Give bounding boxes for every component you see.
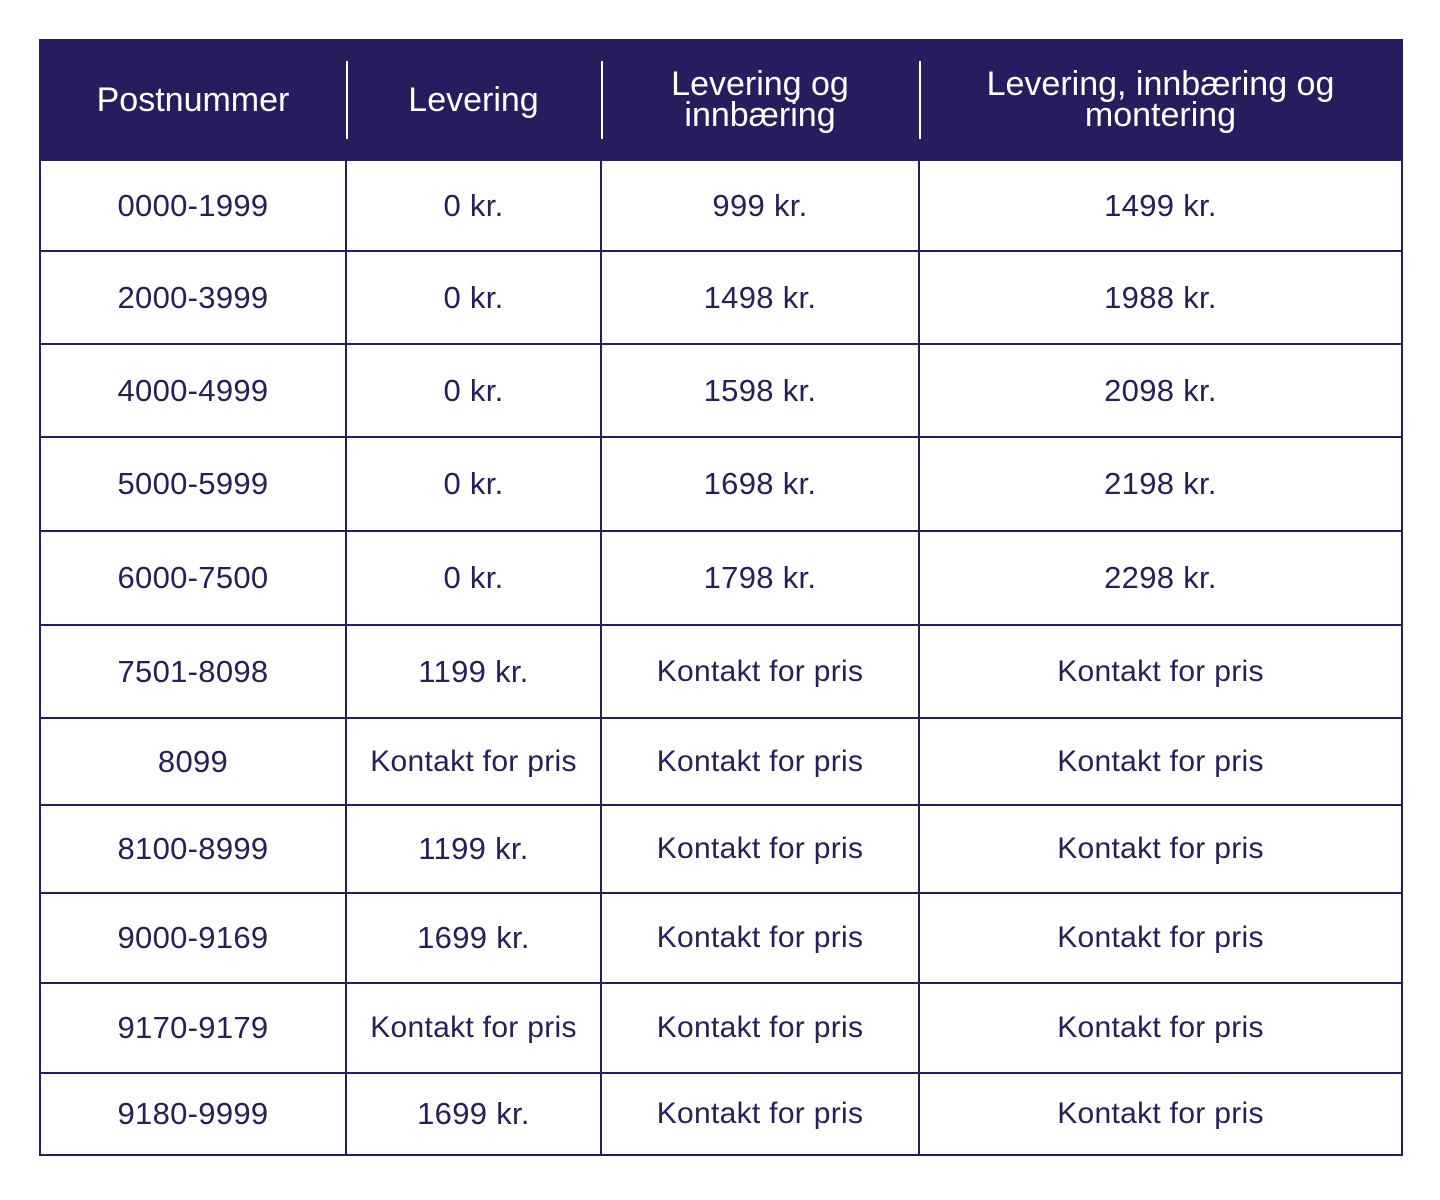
header-levering: Levering [346,40,601,160]
cell-levering-innbaering-og-montering: 1988 kr. [919,251,1402,344]
cell-levering-og-innbaering: Kontakt for pris [601,1073,919,1155]
table-row [40,718,1402,805]
table-row [40,437,1402,531]
cell-levering-og-innbaering: Kontakt for pris [601,625,919,718]
cell-levering: 1699 kr. [346,1073,601,1155]
cell-postnummer: 9170-9179 [40,983,346,1073]
cell-postnummer: 8100-8999 [40,805,346,893]
cell-levering-innbaering-og-montering: 2198 kr. [919,437,1402,531]
header-postnummer: Postnummer [40,40,346,160]
cell-levering-innbaering-og-montering: Kontakt for pris [919,718,1402,805]
table-row [40,344,1402,437]
cell-levering: 0 kr. [346,160,601,251]
cell-levering-og-innbaering: 1698 kr. [601,437,919,531]
cell-levering-og-innbaering: 999 kr. [601,160,919,251]
cell-levering-innbaering-og-montering: 1499 kr. [919,160,1402,251]
cell-levering-og-innbaering: Kontakt for pris [601,718,919,805]
cell-levering-innbaering-og-montering: Kontakt for pris [919,805,1402,893]
table-row [40,893,1402,983]
header-row [40,40,1402,160]
table-row [40,625,1402,718]
table-row [40,1073,1402,1155]
cell-levering: Kontakt for pris [346,983,601,1073]
cell-postnummer: 6000-7500 [40,531,346,625]
cell-levering: 1199 kr. [346,625,601,718]
cell-postnummer: 4000-4999 [40,344,346,437]
table-row [40,805,1402,893]
cell-levering-og-innbaering: 1498 kr. [601,251,919,344]
table-row [40,160,1402,251]
table-row [40,531,1402,625]
cell-postnummer: 9180-9999 [40,1073,346,1155]
cell-levering: 0 kr. [346,437,601,531]
cell-postnummer: 9000-9169 [40,893,346,983]
cell-levering: 0 kr. [346,531,601,625]
cell-levering-innbaering-og-montering: Kontakt for pris [919,893,1402,983]
cell-postnummer: 2000-3999 [40,251,346,344]
cell-levering: 1699 kr. [346,893,601,983]
header-levering-og-innbaering: Levering og innbæring [601,40,919,160]
cell-levering: Kontakt for pris [346,718,601,805]
cell-levering-og-innbaering: Kontakt for pris [601,893,919,983]
cell-levering-og-innbaering: Kontakt for pris [601,983,919,1073]
table-header [40,40,1402,160]
cell-levering: 1199 kr. [346,805,601,893]
cell-levering: 0 kr. [346,251,601,344]
cell-postnummer: 7501-8098 [40,625,346,718]
cell-postnummer: 5000-5999 [40,437,346,531]
cell-levering-og-innbaering: 1598 kr. [601,344,919,437]
cell-levering: 0 kr. [346,344,601,437]
cell-levering-og-innbaering: 1798 kr. [601,531,919,625]
table-row [40,983,1402,1073]
cell-levering-innbaering-og-montering: 2098 kr. [919,344,1402,437]
cell-levering-innbaering-og-montering: 2298 kr. [919,531,1402,625]
table-body [40,160,1402,1155]
delivery-price-table [39,39,1403,1156]
cell-postnummer: 8099 [40,718,346,805]
cell-levering-og-innbaering: Kontakt for pris [601,805,919,893]
cell-levering-innbaering-og-montering: Kontakt for pris [919,1073,1402,1155]
cell-levering-innbaering-og-montering: Kontakt for pris [919,625,1402,718]
header-levering-innbaering-og-montering: Levering, innbæring og montering [919,40,1402,160]
cell-levering-innbaering-og-montering: Kontakt for pris [919,983,1402,1073]
table-row [40,251,1402,344]
cell-postnummer: 0000-1999 [40,160,346,251]
